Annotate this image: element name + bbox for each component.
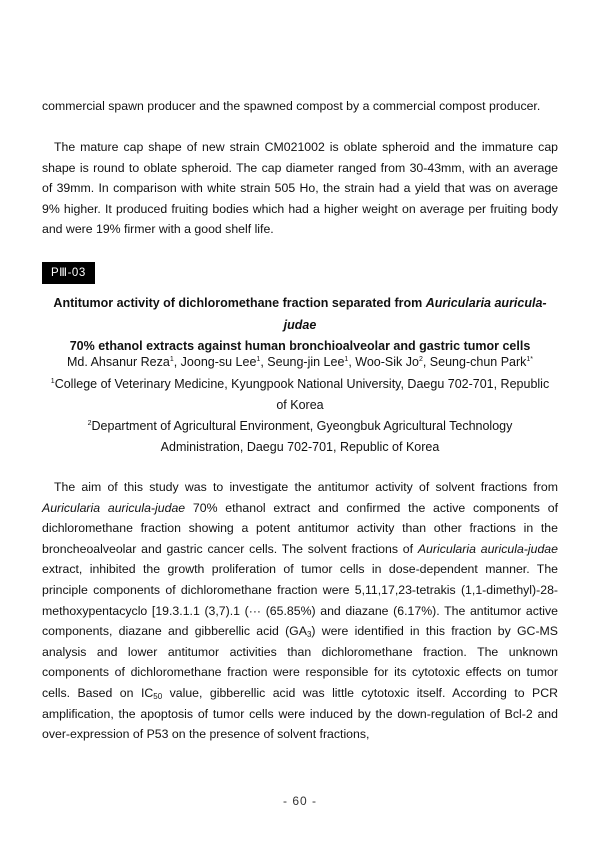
page-number: - 60 - — [282, 794, 317, 808]
author-5-sup: 1* — [526, 356, 534, 363]
author-list — [42, 352, 558, 373]
author-3: , Seung-jin Lee — [260, 355, 345, 369]
intro-paragraph-text: The mature cap shape of new strain CM021002 is oblate spheroid and the immature cap shape is round to oblate spheroid. The cap diameter ranged from 30-43mm, with an average of 39mm. In comparison with white strain 505 Ho, the strain had a yield that was on average 9% higher. It produced fruiting bodies which had a higher weight on average per fruiting body and were 19% firmer with a good shelf life. — [42, 140, 558, 237]
abstract-text-4: ) were identified in this fraction by GC-MS analysis and lower antitumor activities than dichloromethane fraction. The unknown components of dichloromethane fraction were responsible for its cytotoxic effects on tumor cells. Based on IC — [42, 624, 558, 700]
abstract-text-2: 70% ethanol extract and confirmed the active components of dichloromethane fraction showing a potent antitumor activity than other fractions in the broncheoalveolar and gastric cancer cells. The solvent fractions of — [42, 500, 558, 556]
author-4-sup: 2 — [418, 356, 423, 363]
title-part2: 70% ethanol extracts against human bronchioalveolar and gastric tumor cells — [69, 339, 531, 353]
intro-paragraph — [42, 137, 558, 240]
abstract-text-3: extract, inhibited the growth proliferation of tumor cells in dose-dependent manner. The principle components of dichloromethane fraction were 5,11,17,23-tetrakis (1,1-dimethyl)-28-methoxypentacyclo [19.3.1.1 (3,7).1 (··· (65.85%) and diazane (6.17%). The antitumor active components, diazane and gibberellic acid (GA — [42, 562, 558, 639]
author-1: Md. Ahsanur Reza — [66, 355, 170, 369]
affiliation-2 — [42, 416, 558, 457]
author-1-sup: 1 — [169, 356, 174, 363]
affiliation-1-sup: 1 — [50, 378, 55, 385]
abstract-sub-ic50: 50 — [153, 691, 163, 701]
author-5: , Seung-chun Park — [422, 355, 527, 369]
affiliation-2-sup: 2 — [87, 420, 92, 427]
author-2: , Joong-su Lee — [173, 355, 257, 369]
title-part1: Antitumor activity of dichloromethane fraction separated from — [53, 296, 426, 310]
affiliation-1 — [42, 374, 558, 415]
abstract-text-1: The aim of this study was to investigate the antitumor activity of solvent fractions from — [54, 480, 558, 494]
author-4: , Woo-Sik Jo — [348, 355, 419, 369]
affiliation-2-line2: Administration, Daegu 702-701, Republic of Korea — [160, 439, 440, 454]
author-2-sup: 1 — [256, 356, 261, 363]
paper-title — [42, 293, 558, 358]
abstract-species-2: Auricularia auricula-judae — [417, 541, 558, 556]
abstract-sub-ga3: 3 — [306, 630, 312, 640]
affiliation-2-line1: Department of Agricultural Environment, Gyeongbuk Agricultural Technology — [91, 419, 513, 433]
author-3-sup: 1 — [344, 356, 349, 363]
title-species: Auricularia auricula-judae — [283, 296, 547, 332]
abstract-species-1: Auricularia auricula-judae — [42, 500, 186, 515]
section-tag: PⅢ-03 — [42, 262, 95, 284]
affiliation-1-line2: of Korea — [276, 397, 324, 412]
affiliation-1-line1: College of Veterinary Medicine, Kyungpook National University, Daegu 702-701, Republic — [54, 377, 550, 391]
intro-continuation: commercial spawn producer and the spawned compost by a commercial compost producer. — [42, 99, 541, 113]
abstract-text-5: value, gibberellic acid was little cytotoxic itself. According to PCR amplification, the apoptosis of tumor cells were induced by the down-regulation of Bcl-2 and over-expression of P53 on the presence of solvent fractions, — [42, 685, 558, 742]
abstract-paragraph — [42, 477, 558, 745]
